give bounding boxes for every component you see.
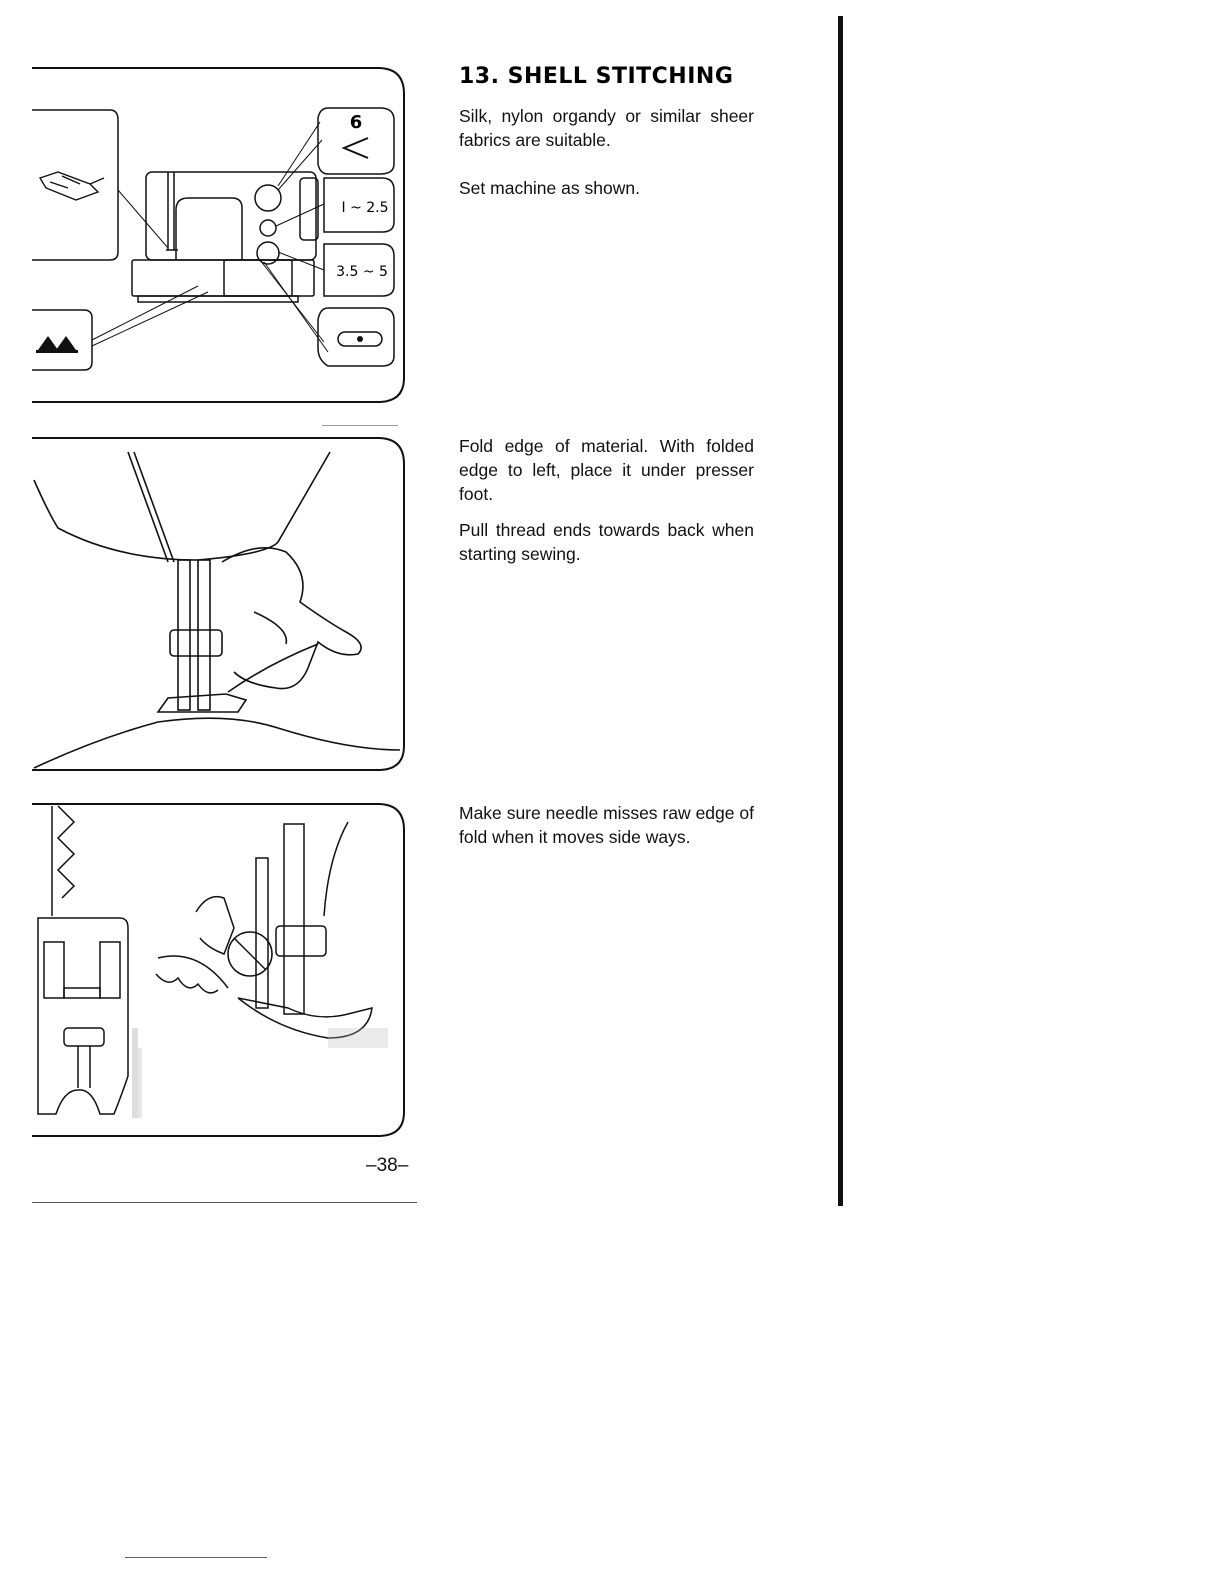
fold-paragraph: Fold edge of material. With folded edge to left, place it under presser foot. [459,436,754,504]
presser-foot-icon [40,172,104,200]
footer-rule [125,1557,267,1558]
stitch-length-label: I ~ 2.5 [341,200,389,216]
fold-edge-figure [28,432,408,774]
pattern-dial-label: 6 [349,112,363,133]
setup-paragraph: Set machine as shown. [459,178,640,198]
binding-bar [838,16,843,1206]
feed-dog-up-icon [36,336,78,353]
pull-thread-paragraph: Pull thread ends towards back when starting sewing. [459,520,754,564]
section-title: 13. SHELL STITCHING [459,64,734,89]
sewing-machine-drawing [132,172,318,302]
needle-detail-figure [28,798,408,1140]
machine-settings-figure [28,60,408,405]
zigzag-stitch-icon [344,138,368,158]
needle-paragraph: Make sure needle misses raw edge of fold when it moves side ways. [459,803,754,847]
fabric-paragraph: Silk, nylon organdy or similar sheer fabrics are suitable. [459,106,754,150]
needle-position-icon [338,332,382,346]
page-number: –38– [366,1155,409,1176]
stitch-width-label: 3.5 ~ 5 [336,264,388,280]
separator-line [322,425,398,426]
bottom-rule [32,1202,417,1203]
